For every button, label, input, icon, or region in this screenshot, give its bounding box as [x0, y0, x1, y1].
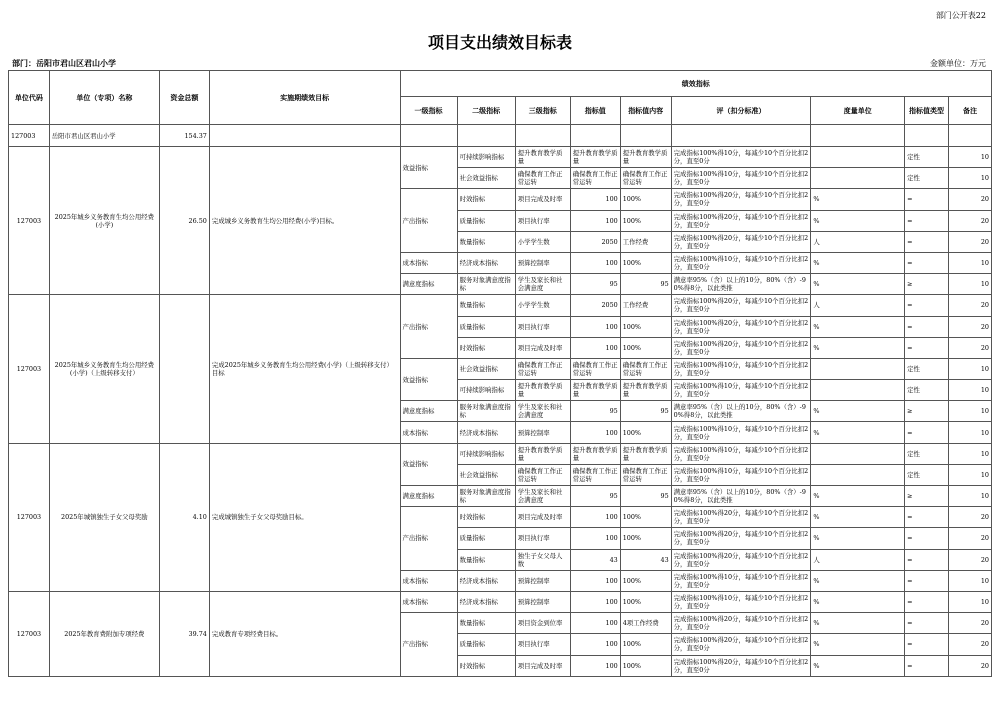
type-cell: = [905, 507, 949, 528]
table-number: 部门公开表22 [935, 11, 986, 20]
content-cell: 100% [620, 591, 671, 612]
level1-cell: 效益指标 [400, 358, 457, 400]
criteria-cell: 完成指标100%得20分，每减少10个百分比扣2分，直至0分 [671, 655, 811, 676]
amount-unit-label: 金额单位：万元 [930, 59, 986, 68]
header-type: 指标值类型 [905, 97, 949, 125]
level3-cell: 学生及家长和社会满意度 [515, 486, 570, 507]
level3-cell: 学生及家长和社会满意度 [515, 401, 570, 422]
measure-cell: % [811, 507, 905, 528]
criteria-cell: 完成指标100%得10分，每减少10个百分比扣2分，直至0分 [671, 591, 811, 612]
level3-cell: 项目完成及时率 [515, 189, 570, 210]
level1-cell: 满意度指标 [400, 274, 457, 295]
value-cell: 100 [570, 591, 620, 612]
header-level1: 一级指标 [400, 97, 457, 125]
level3-cell: 项目执行率 [515, 316, 570, 337]
content-cell: 确保教育工作正常运转 [620, 464, 671, 485]
content-cell: 提升教育教学质量 [620, 380, 671, 401]
type-cell: = [905, 422, 949, 443]
type-cell: ≥ [905, 401, 949, 422]
project-name-cell: 2025年城乡义务教育生均公用经费(小学)（上级转移支付） [49, 295, 159, 443]
content-cell: 100% [620, 210, 671, 231]
measure-cell: % [811, 422, 905, 443]
value-cell: 提升教育教学质量 [570, 147, 620, 168]
header-level3: 三级指标 [515, 97, 570, 125]
project-name-cell: 2025年城镇独生子女父母奖励 [49, 443, 159, 591]
type-cell: = [905, 337, 949, 358]
criteria-cell: 完成指标100%得20分，每减少10个百分比扣2分，直至0分 [671, 231, 811, 252]
level3-cell: 预算控制率 [515, 422, 570, 443]
value-cell: 43 [570, 549, 620, 570]
weight-cell: 10 [948, 274, 991, 295]
header-indicators: 绩效指标 [400, 71, 992, 97]
level3-cell: 学生及家长和社会满意度 [515, 274, 570, 295]
weight-cell: 20 [948, 507, 991, 528]
type-cell: = [905, 613, 949, 634]
value-cell: 100 [570, 252, 620, 273]
project-total-cell [159, 295, 209, 443]
value-cell: 确保教育工作正常运转 [570, 464, 620, 485]
level3-cell: 提升教育教学质量 [515, 443, 570, 464]
measure-cell [811, 380, 905, 401]
weight-cell: 20 [948, 189, 991, 210]
content-cell: 95 [620, 486, 671, 507]
level1-cell: 成本指标 [400, 591, 457, 612]
value-cell: 100 [570, 316, 620, 337]
measure-cell [811, 443, 905, 464]
level2-cell: 数量指标 [457, 613, 515, 634]
criteria-cell: 完成指标100%得20分，每减少10个百分比扣2分，直至0分 [671, 634, 811, 655]
content-cell: 100% [620, 252, 671, 273]
measure-cell [811, 464, 905, 485]
project-total-cell: 39.74 [159, 591, 209, 676]
project-code-cell: 127003 [9, 443, 50, 591]
type-cell: = [905, 189, 949, 210]
value-cell: 提升教育教学质量 [570, 380, 620, 401]
level1-cell: 满意度指标 [400, 486, 457, 507]
weight-cell: 10 [948, 168, 991, 189]
type-cell: = [905, 316, 949, 337]
type-cell: = [905, 528, 949, 549]
content-cell: 100% [620, 189, 671, 210]
weight-cell: 10 [948, 422, 991, 443]
weight-cell: 10 [948, 464, 991, 485]
content-cell: 43 [620, 549, 671, 570]
measure-cell: % [811, 401, 905, 422]
criteria-cell: 完成指标100%得10分，每减少10个百分比扣2分，直至0分 [671, 443, 811, 464]
level2-cell: 服务对象满意度指标 [457, 401, 515, 422]
value-cell: 100 [570, 528, 620, 549]
criteria-cell: 完成指标100%得20分，每减少10个百分比扣2分，直至0分 [671, 210, 811, 231]
unit-summary-row [9, 125, 992, 147]
header-weight: 备注 [948, 97, 991, 125]
type-cell: = [905, 570, 949, 591]
type-cell: 定性 [905, 168, 949, 189]
value-cell: 100 [570, 422, 620, 443]
project-total-cell: 4.10 [159, 443, 209, 591]
criteria-cell: 满意率95%（含）以上的10分，80%（含）-90%得8分，以此类推 [671, 401, 811, 422]
level2-cell: 服务对象满意度指标 [457, 486, 515, 507]
criteria-cell: 完成指标100%得10分，每减少10个百分比扣2分，直至0分 [671, 168, 811, 189]
criteria-cell: 满意率95%（含）以上的10分，80%（含）-90%得8分，以此类推 [671, 274, 811, 295]
level2-cell: 质量指标 [457, 528, 515, 549]
type-cell: 定性 [905, 443, 949, 464]
weight-cell: 10 [948, 591, 991, 612]
level3-cell: 项目执行率 [515, 528, 570, 549]
level1-cell: 产出指标 [400, 507, 457, 571]
project-name-cell: 2025年教育费附加专项经费 [49, 591, 159, 676]
level2-cell: 质量指标 [457, 316, 515, 337]
content-cell: 100% [620, 316, 671, 337]
content-cell: 工作经费 [620, 295, 671, 316]
level3-cell: 预算控制率 [515, 252, 570, 273]
level3-cell: 确保教育工作正常运转 [515, 358, 570, 379]
weight-cell: 20 [948, 210, 991, 231]
criteria-cell: 完成指标100%得20分，每减少10个百分比扣2分，直至0分 [671, 549, 811, 570]
project-code-cell: 127003 [9, 591, 50, 676]
level2-cell: 质量指标 [457, 210, 515, 231]
criteria-cell: 完成指标100%得10分，每减少10个百分比扣2分，直至0分 [671, 380, 811, 401]
table-row [9, 295, 992, 316]
content-cell: 95 [620, 274, 671, 295]
measure-cell: % [811, 528, 905, 549]
level1-cell: 成本指标 [400, 570, 457, 591]
value-cell: 100 [570, 570, 620, 591]
table-row [9, 443, 992, 464]
weight-cell: 10 [948, 570, 991, 591]
criteria-cell: 完成指标100%得20分，每减少10个百分比扣2分，直至0分 [671, 507, 811, 528]
type-cell: = [905, 549, 949, 570]
type-cell: 定性 [905, 464, 949, 485]
content-cell: 100% [620, 507, 671, 528]
content-cell: 提升教育教学质量 [620, 147, 671, 168]
type-cell: = [905, 655, 949, 676]
value-cell: 2050 [570, 295, 620, 316]
level1-cell: 产出指标 [400, 295, 457, 359]
header-value: 指标值 [570, 97, 620, 125]
measure-cell: 人 [811, 295, 905, 316]
weight-cell: 10 [948, 358, 991, 379]
criteria-cell: 完成指标100%得20分，每减少10个百分比扣2分，直至0分 [671, 337, 811, 358]
level1-cell: 满意度指标 [400, 401, 457, 422]
criteria-cell: 完成指标100%得10分，每减少10个百分比扣2分，直至0分 [671, 570, 811, 591]
measure-cell: 人 [811, 231, 905, 252]
measure-cell: % [811, 274, 905, 295]
level3-cell: 确保教育工作正常运转 [515, 168, 570, 189]
level1-cell: 效益指标 [400, 147, 457, 189]
value-cell: 100 [570, 613, 620, 634]
performance-table [8, 70, 992, 677]
measure-cell: % [811, 189, 905, 210]
type-cell: = [905, 634, 949, 655]
weight-cell: 20 [948, 231, 991, 252]
header-measure: 度量单位 [811, 97, 905, 125]
type-cell: ≥ [905, 274, 949, 295]
weight-cell: 10 [948, 443, 991, 464]
project-goal-cell: 完成城镇独生子女父母奖励目标。 [209, 443, 400, 591]
level2-cell: 可持续影响指标 [457, 147, 515, 168]
value-cell: 提升教育教学质量 [570, 443, 620, 464]
level3-cell: 项目完成及时率 [515, 655, 570, 676]
unit-name-cell: 岳阳市君山区君山小学 [49, 125, 159, 147]
content-cell: 100% [620, 570, 671, 591]
weight-cell: 10 [948, 380, 991, 401]
level3-cell: 项目资金到位率 [515, 613, 570, 634]
level3-cell: 项目完成及时率 [515, 337, 570, 358]
criteria-cell: 完成指标100%得10分，每减少10个百分比扣2分，直至0分 [671, 464, 811, 485]
level3-cell: 预算控制率 [515, 591, 570, 612]
weight-cell: 10 [948, 486, 991, 507]
value-cell: 100 [570, 210, 620, 231]
weight-cell: 20 [948, 295, 991, 316]
type-cell: 定性 [905, 147, 949, 168]
content-cell: 工作经费 [620, 231, 671, 252]
table-row [9, 591, 992, 612]
level3-cell: 独生子女父母人数 [515, 549, 570, 570]
content-cell: 100% [620, 528, 671, 549]
level2-cell: 社会效益指标 [457, 464, 515, 485]
level2-cell: 经济成本指标 [457, 591, 515, 612]
criteria-cell: 完成指标100%得20分，每减少10个百分比扣2分，直至0分 [671, 528, 811, 549]
measure-cell: % [811, 337, 905, 358]
weight-cell: 20 [948, 316, 991, 337]
measure-cell [811, 358, 905, 379]
page-title: 项目支出绩效目标表 [427, 33, 572, 52]
weight-cell: 10 [948, 252, 991, 273]
level2-cell: 经济成本指标 [457, 570, 515, 591]
value-cell: 100 [570, 655, 620, 676]
weight-cell: 20 [948, 655, 991, 676]
value-cell: 100 [570, 189, 620, 210]
level2-cell: 时效指标 [457, 337, 515, 358]
weight-cell: 10 [948, 401, 991, 422]
level2-cell: 质量指标 [457, 634, 515, 655]
unit-code-cell: 127003 [9, 125, 50, 147]
project-goal-cell: 完成教育专项经费目标。 [209, 591, 400, 676]
measure-cell: % [811, 613, 905, 634]
unit-total-cell: 154.37 [159, 125, 209, 147]
measure-cell: % [811, 316, 905, 337]
header-goal: 实施期绩效目标 [209, 71, 400, 125]
type-cell: ≥ [905, 486, 949, 507]
project-goal-cell: 完成城乡义务教育生均公用经费(小学)目标。 [209, 147, 400, 295]
type-cell: = [905, 591, 949, 612]
level1-cell: 成本指标 [400, 422, 457, 443]
measure-cell: % [811, 655, 905, 676]
value-cell: 100 [570, 507, 620, 528]
project-code-cell: 127003 [9, 295, 50, 443]
measure-cell: % [811, 486, 905, 507]
header-total: 资金总额 [159, 71, 209, 125]
content-cell: 提升教育教学质量 [620, 443, 671, 464]
criteria-cell: 完成指标100%得10分，每减少10个百分比扣2分，直至0分 [671, 147, 811, 168]
measure-cell: 人 [811, 549, 905, 570]
criteria-cell: 完成指标100%得20分，每减少10个百分比扣2分，直至0分 [671, 613, 811, 634]
level2-cell: 时效指标 [457, 655, 515, 676]
level2-cell: 可持续影响指标 [457, 380, 515, 401]
content-cell: 100% [620, 655, 671, 676]
level3-cell: 提升教育教学质量 [515, 380, 570, 401]
type-cell: = [905, 231, 949, 252]
content-cell: 100% [620, 422, 671, 443]
level1-cell: 成本指标 [400, 252, 457, 273]
content-cell: 4项工作经费 [620, 613, 671, 634]
content-cell: 确保教育工作正常运转 [620, 358, 671, 379]
level1-cell: 产出指标 [400, 613, 457, 677]
level2-cell: 时效指标 [457, 189, 515, 210]
value-cell: 95 [570, 401, 620, 422]
criteria-cell: 完成指标100%得20分，每减少10个百分比扣2分，直至0分 [671, 189, 811, 210]
level3-cell: 项目完成及时率 [515, 507, 570, 528]
measure-cell [811, 147, 905, 168]
type-cell: = [905, 295, 949, 316]
header-unit-name: 单位（专项）名称 [49, 71, 159, 125]
weight-cell: 20 [948, 613, 991, 634]
level2-cell: 社会效益指标 [457, 358, 515, 379]
measure-cell [811, 168, 905, 189]
criteria-cell: 完成指标100%得20分，每减少10个百分比扣2分，直至0分 [671, 295, 811, 316]
value-cell: 2050 [570, 231, 620, 252]
criteria-cell: 完成指标100%得10分，每减少10个百分比扣2分，直至0分 [671, 358, 811, 379]
value-cell: 95 [570, 486, 620, 507]
value-cell: 95 [570, 274, 620, 295]
header-criteria: 评（扣分标准） [671, 97, 811, 125]
type-cell: = [905, 210, 949, 231]
measure-cell: % [811, 570, 905, 591]
measure-cell: % [811, 210, 905, 231]
level2-cell: 经济成本指标 [457, 252, 515, 273]
level1-cell: 产出指标 [400, 189, 457, 253]
type-cell: 定性 [905, 380, 949, 401]
level3-cell: 提升教育教学质量 [515, 147, 570, 168]
project-code-cell: 127003 [9, 147, 50, 295]
level3-cell: 项目执行率 [515, 210, 570, 231]
weight-cell: 20 [948, 634, 991, 655]
content-cell: 100% [620, 634, 671, 655]
weight-cell: 20 [948, 528, 991, 549]
type-cell: = [905, 252, 949, 273]
content-cell: 确保教育工作正常运转 [620, 168, 671, 189]
value-cell: 确保教育工作正常运转 [570, 168, 620, 189]
level3-cell: 小学学生数 [515, 231, 570, 252]
measure-cell: % [811, 634, 905, 655]
level2-cell: 服务对象满意度指标 [457, 274, 515, 295]
criteria-cell: 完成指标100%得20分，每减少10个百分比扣2分，直至0分 [671, 316, 811, 337]
header-level2: 二级指标 [457, 97, 515, 125]
criteria-cell: 满意率95%（含）以上的10分，80%（含）-90%得8分，以此类推 [671, 486, 811, 507]
level2-cell: 社会效益指标 [457, 168, 515, 189]
level2-cell: 数量指标 [457, 231, 515, 252]
value-cell: 100 [570, 634, 620, 655]
level1-cell: 效益指标 [400, 443, 457, 485]
value-cell: 100 [570, 337, 620, 358]
measure-cell: % [811, 591, 905, 612]
measure-cell: % [811, 252, 905, 273]
value-cell: 确保教育工作正常运转 [570, 358, 620, 379]
level2-cell: 经济成本指标 [457, 422, 515, 443]
weight-cell: 10 [948, 147, 991, 168]
weight-cell: 20 [948, 337, 991, 358]
level2-cell: 时效指标 [457, 507, 515, 528]
project-total-cell: 26.50 [159, 147, 209, 295]
content-cell: 95 [620, 401, 671, 422]
header-content: 指标值内容 [620, 97, 671, 125]
level2-cell: 数量指标 [457, 295, 515, 316]
criteria-cell: 完成指标100%得10分，每减少10个百分比扣2分，直至0分 [671, 252, 811, 273]
table-row [9, 147, 992, 168]
level2-cell: 可持续影响指标 [457, 443, 515, 464]
department-label: 部门：岳阳市君山区君山小学 [12, 58, 116, 68]
project-name-cell: 2025年城乡义务教育生均公用经费(小学) [49, 147, 159, 295]
project-goal-cell: 完成2025年城乡义务教育生均公用经费(小学)（上级转移支付）目标 [209, 295, 400, 443]
level3-cell: 预算控制率 [515, 570, 570, 591]
weight-cell: 20 [948, 549, 991, 570]
header-unit-code: 单位代码 [9, 71, 50, 125]
level3-cell: 小学学生数 [515, 295, 570, 316]
content-cell: 100% [620, 337, 671, 358]
level2-cell: 数量指标 [457, 549, 515, 570]
criteria-cell: 完成指标100%得10分，每减少10个百分比扣2分，直至0分 [671, 422, 811, 443]
level3-cell: 确保教育工作正常运转 [515, 464, 570, 485]
level3-cell: 项目执行率 [515, 634, 570, 655]
type-cell: 定性 [905, 358, 949, 379]
